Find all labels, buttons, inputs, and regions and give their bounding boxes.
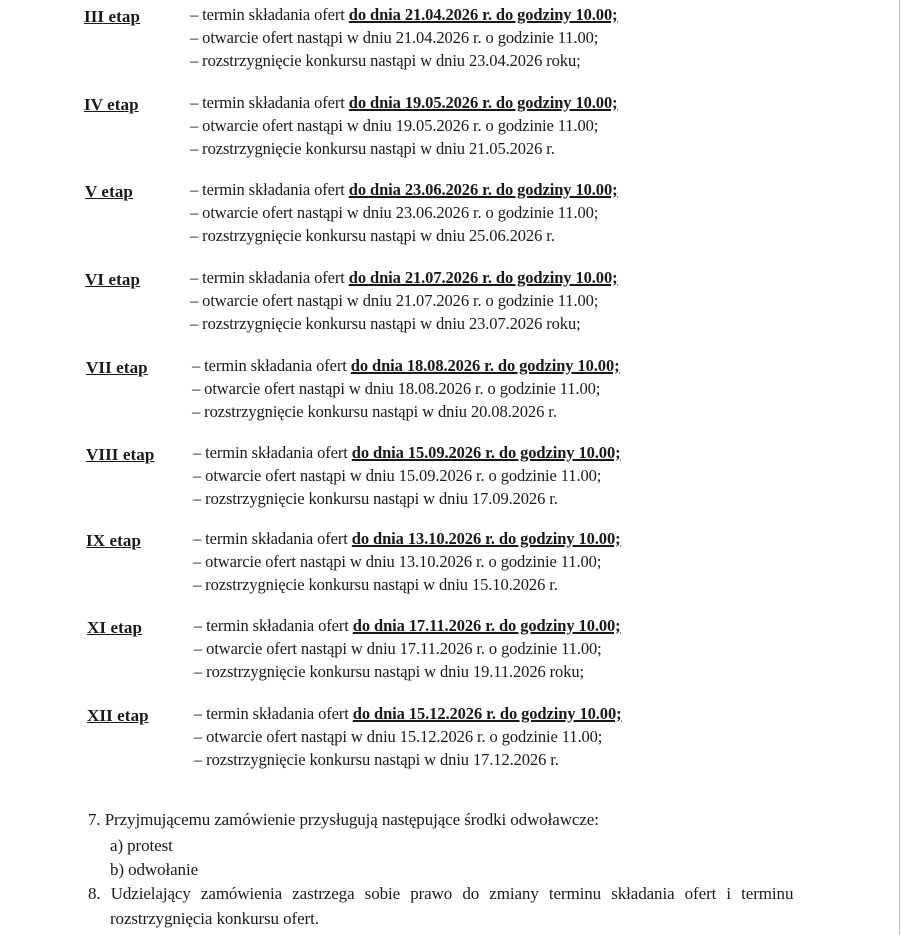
point-7-item-a: a) protest bbox=[110, 836, 173, 855]
submission-label: – termin składania ofert bbox=[190, 268, 349, 287]
competition-resolution-line: – rozstrzygnięcie konkursu nastąpi w dniu 23.07.2026 roku; bbox=[190, 314, 581, 333]
stage-block bbox=[0, 88, 902, 168]
stage-block bbox=[0, 438, 902, 518]
submission-deadline: do dnia 23.06.2026 r. do godziny 10.00; bbox=[348, 180, 618, 199]
offer-submission-deadline-line bbox=[193, 529, 621, 549]
competition-resolution-line: – rozstrzygnięcie konkursu nastąpi w dniu 21.05.2026 r. bbox=[190, 139, 555, 158]
stage-label: VIII etap bbox=[86, 445, 155, 464]
offer-submission-deadline-line bbox=[193, 443, 621, 463]
offer-opening-line: – otwarcie ofert nastąpi w dniu 21.07.2026 r. o godzinie 11.00; bbox=[190, 291, 599, 310]
stage-block bbox=[0, 524, 902, 604]
offer-opening-line: – otwarcie ofert nastąpi w dniu 23.06.2026 r. o godzinie 11.00; bbox=[190, 203, 599, 222]
point-8-line-1: 8. Udzielający zamówienia zastrzega sobie prawo do zmiany terminu składania ofert i terminu bbox=[88, 884, 794, 903]
offer-opening-line: – otwarcie ofert nastąpi w dniu 19.05.2026 r. o godzinie 11.00; bbox=[190, 116, 599, 135]
offer-submission-deadline-line bbox=[190, 268, 618, 288]
offer-opening-line: – otwarcie ofert nastąpi w dniu 15.12.2026 r. o godzinie 11.00; bbox=[194, 727, 603, 746]
stage-label: III etap bbox=[84, 7, 141, 26]
submission-label: – termin składania ofert bbox=[194, 616, 353, 635]
submission-deadline: do dnia 21.07.2026 r. do godziny 10.00; bbox=[348, 268, 618, 287]
offer-submission-deadline-line bbox=[190, 5, 618, 25]
competition-resolution-line: – rozstrzygnięcie konkursu nastąpi w dniu 15.10.2026 r. bbox=[193, 575, 558, 594]
stage-block bbox=[0, 175, 902, 255]
offer-submission-deadline-line bbox=[190, 180, 618, 200]
submission-label: – termin składania ofert bbox=[190, 5, 349, 24]
submission-deadline: do dnia 21.04.2026 r. do godziny 10.00; bbox=[348, 5, 618, 24]
stage-label: V etap bbox=[85, 182, 133, 201]
offer-submission-deadline-line bbox=[192, 356, 620, 376]
stage-block bbox=[0, 699, 902, 779]
competition-resolution-line: – rozstrzygnięcie konkursu nastąpi w dniu 23.04.2026 roku; bbox=[190, 51, 581, 70]
stage-label: XI etap bbox=[87, 618, 143, 637]
submission-deadline: do dnia 19.05.2026 r. do godziny 10.00; bbox=[348, 93, 618, 112]
stage-block bbox=[0, 611, 902, 691]
offer-opening-line: – otwarcie ofert nastąpi w dniu 17.11.2026 r. o godzinie 11.00; bbox=[194, 639, 602, 658]
stage-block bbox=[0, 263, 902, 343]
stage-label: VI etap bbox=[85, 270, 141, 289]
offer-submission-deadline-line bbox=[194, 704, 622, 724]
stage-label: XII etap bbox=[87, 706, 149, 725]
point-8-line-2: rozstrzygnięcia konkursu ofert. bbox=[110, 909, 319, 928]
stage-block bbox=[0, 351, 902, 431]
submission-deadline: do dnia 15.12.2026 r. do godziny 10.00; bbox=[352, 704, 622, 723]
submission-deadline: do dnia 15.09.2026 r. do godziny 10.00; bbox=[351, 443, 621, 462]
submission-deadline: do dnia 18.08.2026 r. do godziny 10.00; bbox=[350, 356, 620, 375]
stage-label: IX etap bbox=[86, 531, 142, 550]
submission-label: – termin składania ofert bbox=[190, 180, 349, 199]
competition-resolution-line: – rozstrzygnięcie konkursu nastąpi w dniu 17.12.2026 r. bbox=[194, 750, 559, 769]
stage-block bbox=[0, 0, 902, 80]
submission-label: – termin składania ofert bbox=[194, 704, 353, 723]
competition-resolution-line: – rozstrzygnięcie konkursu nastąpi w dniu 20.08.2026 r. bbox=[192, 402, 557, 421]
offer-opening-line: – otwarcie ofert nastąpi w dniu 15.09.2026 r. o godzinie 11.00; bbox=[193, 466, 602, 485]
submission-label: – termin składania ofert bbox=[193, 443, 352, 462]
competition-resolution-line: – rozstrzygnięcie konkursu nastąpi w dniu 19.11.2026 roku; bbox=[194, 662, 584, 681]
stage-label: IV etap bbox=[84, 95, 139, 114]
submission-label: – termin składania ofert bbox=[193, 529, 352, 548]
offer-opening-line: – otwarcie ofert nastąpi w dniu 18.08.2026 r. o godzinie 11.00; bbox=[192, 379, 601, 398]
submission-deadline: do dnia 13.10.2026 r. do godziny 10.00; bbox=[351, 529, 621, 548]
competition-resolution-line: – rozstrzygnięcie konkursu nastąpi w dniu 25.06.2026 r. bbox=[190, 226, 555, 245]
submission-deadline: do dnia 17.11.2026 r. do godziny 10.00; bbox=[352, 616, 621, 635]
offer-submission-deadline-line bbox=[194, 616, 621, 636]
offer-opening-line: – otwarcie ofert nastąpi w dniu 21.04.2026 r. o godzinie 11.00; bbox=[190, 28, 599, 47]
submission-label: – termin składania ofert bbox=[192, 356, 351, 375]
competition-resolution-line: – rozstrzygnięcie konkursu nastąpi w dniu 17.09.2026 r. bbox=[193, 489, 558, 508]
point-7-text: 7. Przyjmującemu zamówienie przysługują następujące środki odwoławcze: bbox=[88, 810, 599, 829]
stage-label: VII etap bbox=[86, 358, 148, 377]
submission-label: – termin składania ofert bbox=[190, 93, 349, 112]
offer-opening-line: – otwarcie ofert nastąpi w dniu 13.10.2026 r. o godzinie 11.00; bbox=[193, 552, 602, 571]
offer-submission-deadline-line bbox=[190, 93, 618, 113]
point-7-item-b: b) odwołanie bbox=[110, 860, 199, 879]
